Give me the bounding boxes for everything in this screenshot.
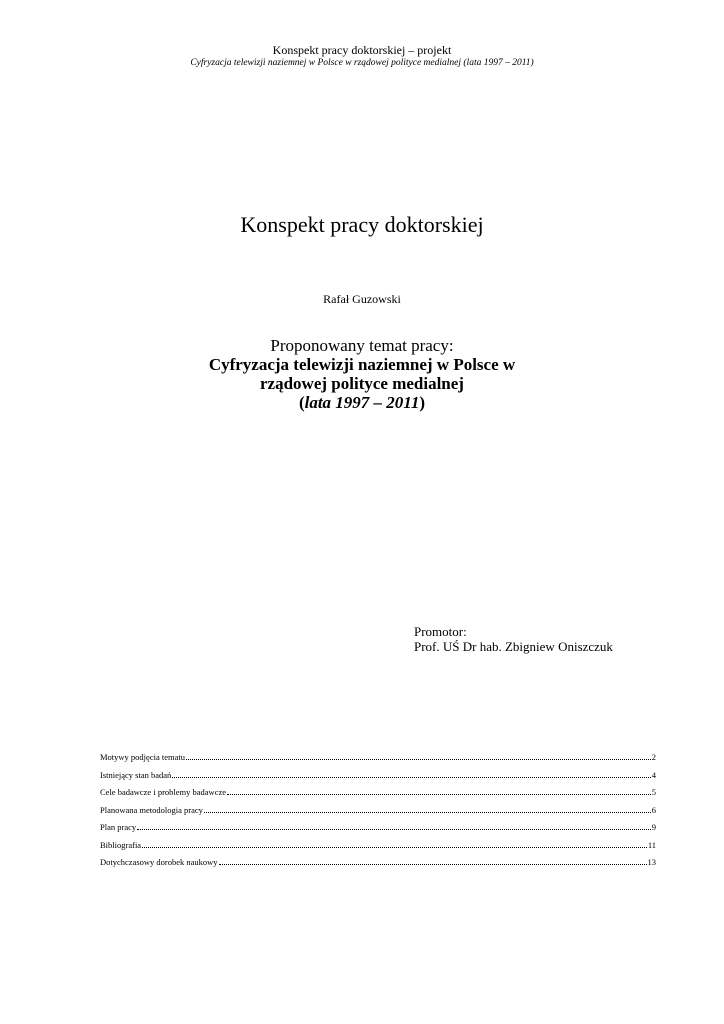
toc-entry[interactable] xyxy=(100,769,656,787)
toc-entry-label: Planowana metodologia pracy xyxy=(100,804,203,815)
toc-entry-label: Dotychczasowy dorobek naukowy xyxy=(100,857,218,867)
topic-open-paren: ( xyxy=(298,393,305,412)
header-subtitle: Cyfryzacja telewizji naziemnej w Polsce w rządowej polityce medialnej (lata 1997 – 2011) xyxy=(190,58,534,68)
toc-entry-label: Motywy podjęcia tematu xyxy=(100,752,185,762)
toc-entry-page: 9 xyxy=(651,822,656,832)
toc-entry-page: 6 xyxy=(651,804,656,815)
toc-leader-dots xyxy=(142,841,647,848)
toc-entry[interactable] xyxy=(100,839,656,857)
toc-leader-dots xyxy=(219,858,647,865)
topic-line-1: Cyfryzacja telewizji naziemnej w Polsce w xyxy=(208,355,516,374)
toc-entry-page: 5 xyxy=(651,787,656,797)
toc-entry[interactable] xyxy=(100,821,656,839)
toc-entry-label: Istniejący stan badań xyxy=(100,769,172,780)
promotor-label: Promotor: xyxy=(414,624,467,639)
toc-entry-label: Plan pracy xyxy=(100,822,137,832)
toc-entry-label: Bibliografia xyxy=(100,839,142,850)
topic-close-paren: ) xyxy=(419,393,426,412)
document-title: Konspekt pracy doktorskiej xyxy=(240,212,484,237)
toc-leader-dots xyxy=(204,806,651,813)
promotor-block xyxy=(414,624,613,654)
toc-entry[interactable] xyxy=(100,751,656,769)
proposed-topic xyxy=(0,336,724,412)
toc-leader-dots xyxy=(137,823,651,830)
toc-entry-page: 2 xyxy=(651,752,656,762)
toc-leader-dots xyxy=(172,771,650,778)
toc-leader-dots xyxy=(227,788,651,795)
toc-entry-page: 11 xyxy=(647,839,656,850)
toc-entry-page: 13 xyxy=(647,857,656,867)
toc-entry[interactable] xyxy=(100,804,656,822)
page-header xyxy=(0,43,724,69)
toc-leader-dots xyxy=(186,753,651,760)
toc-entry-page: 4 xyxy=(651,769,656,780)
toc-entry[interactable] xyxy=(100,856,656,874)
topic-label: Proponowany temat pracy: xyxy=(270,336,454,355)
topic-years: lata 1997 – 2011 xyxy=(304,393,420,412)
author-name: Rafał Guzowski xyxy=(323,292,401,306)
toc-entry[interactable] xyxy=(100,786,656,804)
topic-years-line xyxy=(0,393,724,412)
table-of-contents xyxy=(100,751,656,874)
header-title: Konspekt pracy doktorskiej – projekt xyxy=(272,43,452,57)
topic-line-2: rządowej polityce medialnej xyxy=(260,374,464,393)
promotor-name: Prof. UŚ Dr hab. Zbigniew Oniszczuk xyxy=(414,639,613,654)
toc-entry-label: Cele badawcze i problemy badawcze xyxy=(100,787,227,797)
